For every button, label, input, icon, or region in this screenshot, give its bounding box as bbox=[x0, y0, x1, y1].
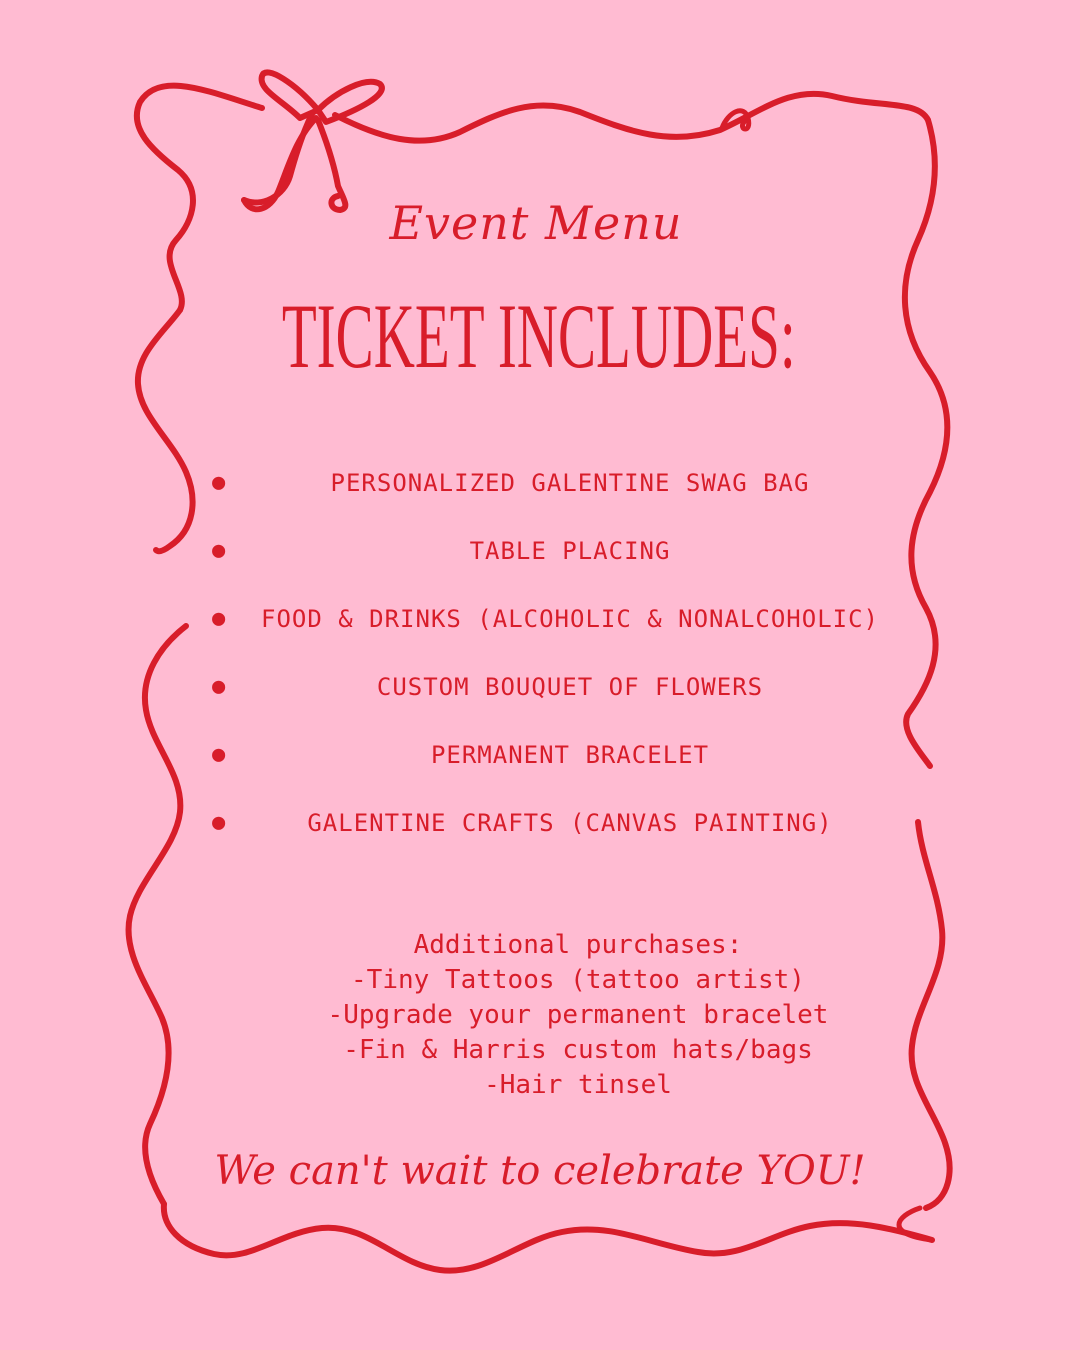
list-item bbox=[210, 528, 910, 596]
additional-purchase-item: -Hair tinsel bbox=[484, 1070, 672, 1100]
bullet-dot-icon: ● bbox=[212, 674, 227, 699]
list-item bbox=[210, 664, 910, 732]
list-item bbox=[210, 732, 910, 800]
list-item-text: PERSONALIZED GALENTINE SWAG BAG bbox=[330, 469, 810, 497]
list-item-text: GALENTINE CRAFTS (CANVAS PAINTING) bbox=[307, 809, 833, 837]
additional-purchase-item: -Tiny Tattoos (tattoo artist) bbox=[351, 965, 805, 995]
list-item bbox=[210, 460, 910, 528]
list-item bbox=[210, 596, 910, 664]
bullet-dot-icon: ● bbox=[212, 606, 227, 631]
bullet-dot-icon: ● bbox=[212, 538, 227, 563]
closing-message: We can't wait to celebrate YOU! bbox=[214, 1148, 866, 1194]
frame-left-lower bbox=[129, 626, 186, 1204]
list-item bbox=[210, 800, 910, 868]
list-item-text: FOOD & DRINKS (ALCOHOLIC & NONALCOHOLIC) bbox=[261, 605, 879, 633]
ticket-includes-list bbox=[210, 460, 910, 868]
event-menu-subtitle: Event Menu bbox=[389, 196, 683, 250]
bullet-dot-icon: ● bbox=[212, 470, 227, 495]
additional-purchase-item: -Fin & Harris custom hats/bags bbox=[343, 1035, 813, 1065]
frame-bottom-edge bbox=[164, 1204, 932, 1271]
additional-purchases-title: Additional purchases: bbox=[413, 930, 743, 960]
frame-left-upper bbox=[138, 310, 193, 551]
list-item-text: PERMANENT BRACELET bbox=[430, 741, 710, 769]
ribbon-bow-icon bbox=[244, 72, 382, 210]
bullet-dot-icon: ● bbox=[212, 810, 227, 835]
additional-purchase-item: -Upgrade your permanent bracelet bbox=[327, 1000, 829, 1030]
list-item-text: CUSTOM BOUQUET OF FLOWERS bbox=[376, 673, 764, 701]
additional-purchases bbox=[0, 928, 1080, 1103]
page-title: TICKET INCLUDES: bbox=[281, 285, 796, 387]
frame-top-wave bbox=[335, 94, 928, 141]
bullet-dot-icon: ● bbox=[212, 742, 227, 767]
list-item-text: TABLE PLACING bbox=[469, 537, 671, 565]
